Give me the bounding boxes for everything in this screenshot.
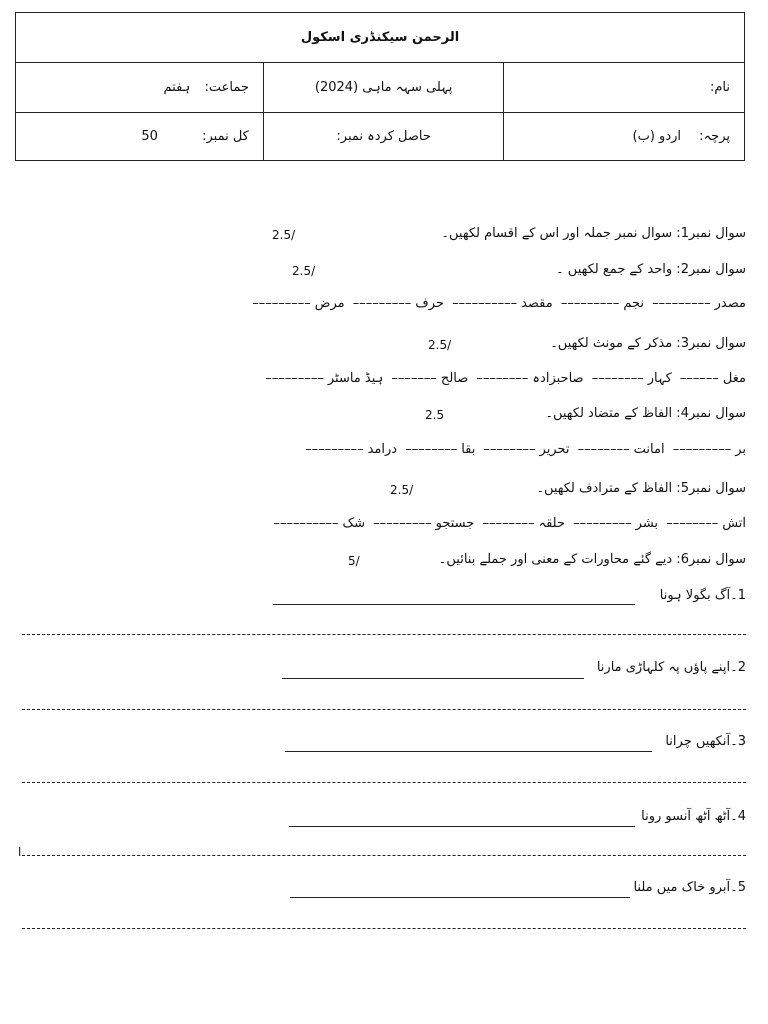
q5-item: آتش xyxy=(722,516,746,531)
q2-item: مقصد xyxy=(521,296,553,311)
q2-item: مصدر xyxy=(714,296,746,311)
exam-title: پہلی سہہ ماہی (2024) xyxy=(263,63,504,113)
question-5: سوال نمبر5: الفاظ کے مترادف لکھیں۔ xyxy=(536,481,746,496)
q3-item: صاحبزادہ xyxy=(532,371,584,386)
question-6: سوال نمبر6: دیے گئے محاورات کے معنی اور جملے بنائیں۔ xyxy=(438,552,746,567)
stray-mark: ا xyxy=(18,845,22,859)
q5-items: آتش–––––––– بشر––––––––– حلقہ–––––––– جستجو––––––––– شک–––––––––– xyxy=(273,516,746,531)
q3-item: صالح xyxy=(440,371,469,386)
obtained-marks xyxy=(263,113,504,161)
answer-blank xyxy=(273,604,635,605)
q4-marks: 2.5 xyxy=(425,408,445,422)
q4-item: امانت xyxy=(633,442,665,457)
q4-items: بر––––––––– امانت–––––––– تحریر–––––––– بقا–––––––– درآمد––––––––– xyxy=(305,442,746,457)
class-value: ہفتم xyxy=(163,80,191,95)
q3-marks: 2.5/ xyxy=(428,338,452,352)
q2-item: مرض xyxy=(314,296,345,311)
class-label: جماعت: xyxy=(204,80,249,95)
question-2: سوال نمبر2: واحد کے جمع لکھیں ۔ xyxy=(556,262,746,277)
q5-item: حلقہ xyxy=(538,516,566,531)
idiom-3: 3۔آنکھیں چرانا xyxy=(665,734,746,749)
class-cell xyxy=(16,63,264,113)
total-cell xyxy=(16,113,264,161)
q4-item: درآمد xyxy=(367,442,398,457)
q3-item: کہار xyxy=(647,371,672,386)
answer-line xyxy=(22,928,746,929)
header-table xyxy=(15,12,745,161)
q3-item: ہیڈ ماسٹر xyxy=(327,371,384,386)
name-cell xyxy=(504,63,745,113)
q2-item: نجم xyxy=(623,296,645,311)
q6-marks: 5/ xyxy=(348,554,360,568)
paper-label: پرچہ: xyxy=(699,129,730,144)
q5-item: شک xyxy=(342,516,366,531)
question-4: سوال نمبر4: الفاظ کے متضاد لکھیں۔ xyxy=(545,406,746,421)
answer-blank xyxy=(289,826,635,827)
name-label: نام: xyxy=(709,80,730,95)
idiom-2: 2۔اپنے پاؤں پہ کلہاڑی مارنا xyxy=(596,660,746,675)
q2-item: حرف xyxy=(415,296,444,311)
total-value: 50 xyxy=(141,129,158,144)
obtained-label: حاصل کردہ نمبر: xyxy=(336,129,431,144)
q4-item: تحریر xyxy=(539,442,570,457)
idiom-1: 1۔آگ بگولا ہونا xyxy=(659,588,746,603)
answer-blank xyxy=(290,897,630,898)
q4-item: بر xyxy=(735,442,746,457)
answer-blank xyxy=(285,751,652,752)
q1-marks: 2.5/ xyxy=(272,228,296,242)
q4-item: بقا xyxy=(461,442,476,457)
idiom-4: 4۔آٹھ آٹھ آنسو رونا xyxy=(641,809,746,824)
answer-line xyxy=(22,634,746,635)
question-3: سوال نمبر3: مذکر کے مونث لکھیں۔ xyxy=(550,336,746,351)
idiom-5: 5۔آبرو خاک میں ملنا xyxy=(633,880,746,895)
paper-cell xyxy=(504,113,745,161)
q3-item: مغل xyxy=(722,371,746,386)
q5-item: جستجو xyxy=(435,516,475,531)
total-label: کل نمبر: xyxy=(202,129,249,144)
answer-line xyxy=(22,709,746,710)
q3-items: مغل–––––– کہار–––––––– صاحبزادہ–––––––– صالح––––––– ہیڈ ماسٹر––––––––– xyxy=(265,371,746,386)
school-name: الرحمن سیکنڈری اسکول xyxy=(16,13,745,63)
answer-blank xyxy=(282,678,584,679)
q2-items: مصدر––––––––– نجم––––––––– مقصد–––––––––– حرف––––––––– مرض––––––––– xyxy=(252,296,746,311)
q2-marks: 2.5/ xyxy=(292,264,316,278)
answer-line xyxy=(22,855,746,856)
question-1: سوال نمبر1: سوال نمبر جملہ اور اس کے اقسام لکھیں۔ xyxy=(441,226,746,241)
q5-item: بشر xyxy=(635,516,659,531)
q5-marks: 2.5/ xyxy=(390,483,414,497)
paper-value: اردو (ب) xyxy=(632,129,682,144)
answer-line xyxy=(22,782,746,783)
